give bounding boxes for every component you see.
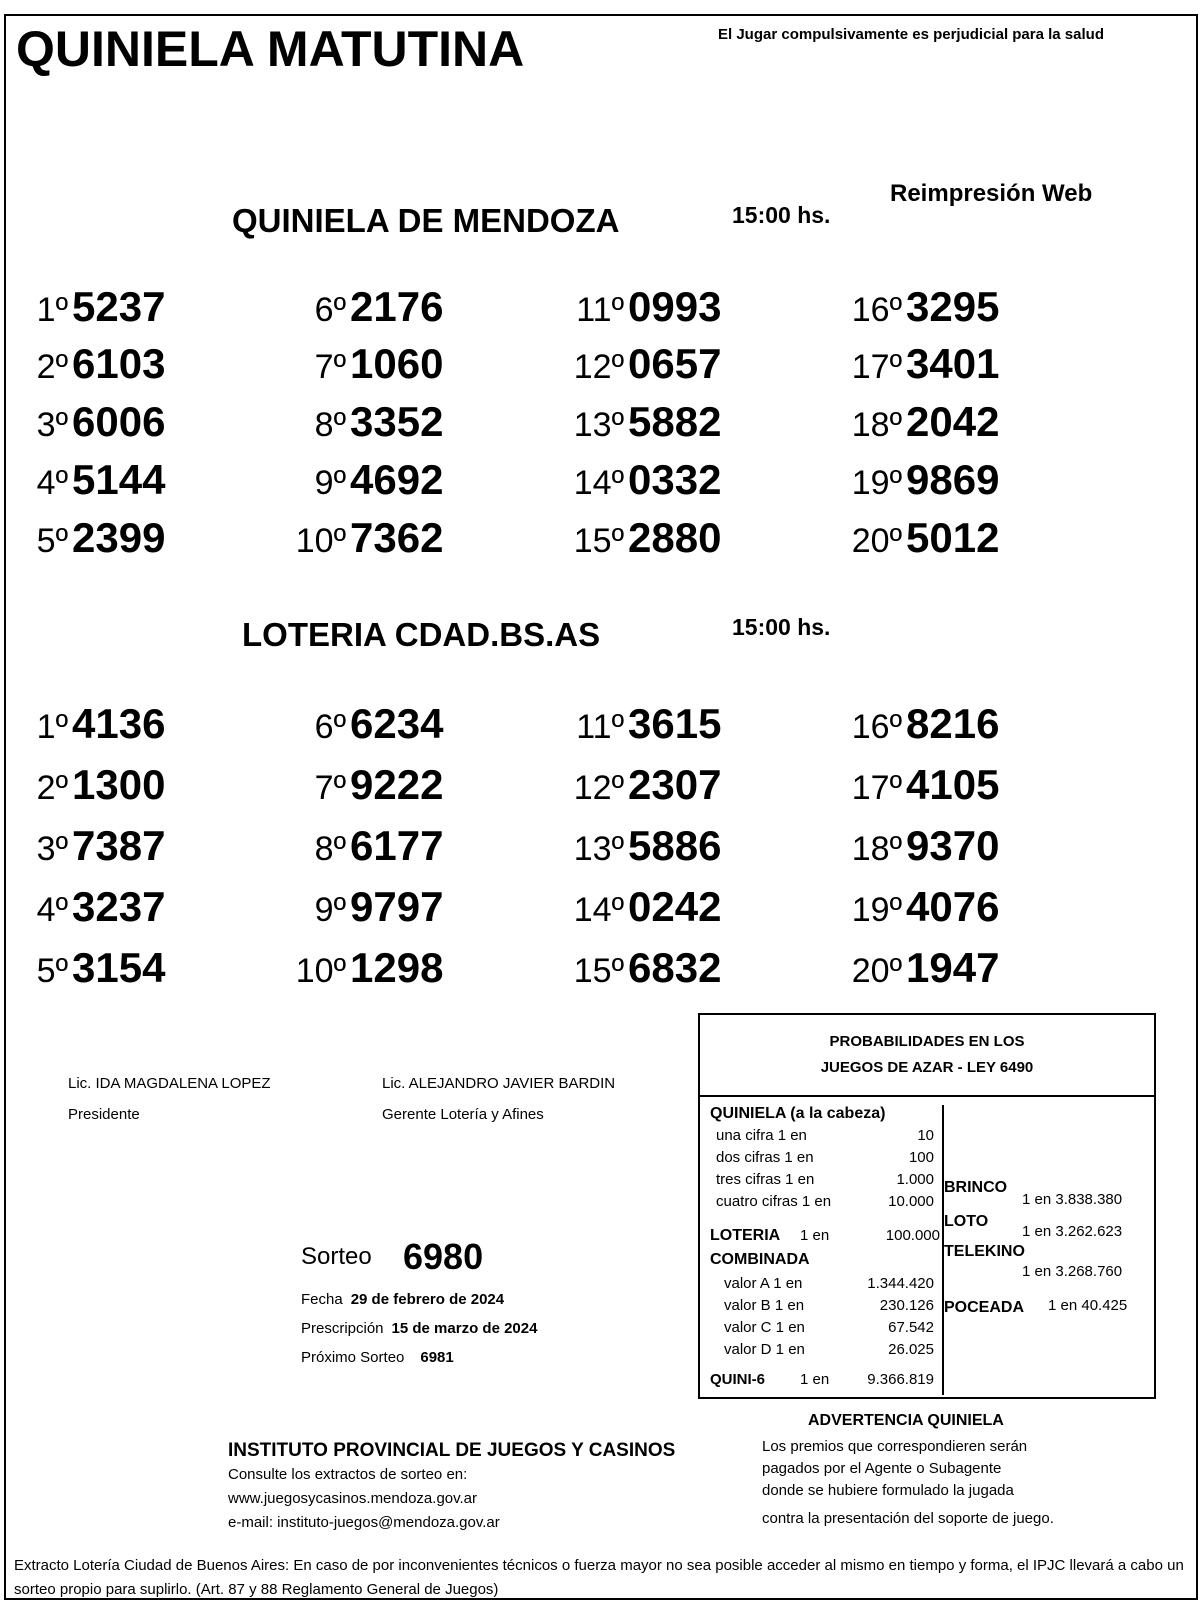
result-position: 4º	[36, 891, 68, 929]
result-number: 2042	[906, 398, 1000, 445]
result-number: 3237	[72, 883, 166, 930]
ciudad-result-4	[10, 883, 165, 931]
combinada-prob-row-label: valor D 1 en	[724, 1341, 805, 1358]
result-position: 9º	[314, 891, 346, 929]
result-position: 3º	[36, 406, 68, 444]
result-position: 2º	[36, 348, 68, 386]
mendoza-result-18	[844, 398, 999, 446]
combinada-prob-row-value: 26.025	[888, 1341, 934, 1358]
result-position: 20º	[851, 952, 902, 990]
ciudad-result-8	[288, 822, 443, 870]
result-position: 19º	[851, 891, 902, 929]
ciudad-result-14	[566, 883, 721, 931]
result-number: 6103	[72, 340, 166, 387]
sorteo-number: 6980	[403, 1236, 484, 1277]
mendoza-result-13	[566, 398, 721, 446]
ciudad-title: LOTERIA CDAD.BS.AS	[242, 616, 601, 653]
advertencia-line4: contra la presentación del soporte de juego.	[762, 1510, 1054, 1527]
instituto-website[interactable]: www.juegosycasinos.mendoza.gov.ar	[228, 1490, 478, 1507]
prescripcion-row	[301, 1320, 537, 1337]
result-number: 5012	[906, 514, 1000, 561]
fecha-row	[301, 1291, 504, 1308]
ciudad-result-12	[566, 761, 721, 809]
ciudad-result-20	[844, 944, 999, 992]
prescripcion-label: Prescripción	[301, 1320, 384, 1337]
result-position: 10º	[295, 952, 346, 990]
result-position: 1º	[36, 291, 68, 329]
poceada-value: 1 en 40.425	[1048, 1297, 1128, 1314]
advertencia-title: ADVERTENCIA QUINIELA	[808, 1412, 1004, 1429]
prescripcion-value: 15 de marzo de 2024	[391, 1320, 538, 1337]
combinada-prob-row-value: 230.126	[879, 1297, 934, 1314]
quiniela-prob-row-label: una cifra 1 en	[716, 1127, 807, 1144]
result-number: 2176	[350, 283, 444, 330]
result-position: 14º	[573, 891, 624, 929]
quiniela-prob-row-value: 10.000	[888, 1193, 934, 1210]
result-position: 7º	[314, 769, 346, 807]
result-number: 0993	[628, 283, 722, 330]
probabilities-box	[698, 1013, 1156, 1399]
quini6-prob-label: QUINI-6	[710, 1371, 766, 1388]
result-position: 17º	[851, 348, 902, 386]
probabilities-header	[700, 1015, 1154, 1097]
brinco-label: BRINCO	[944, 1179, 1008, 1196]
mendoza-result-14	[566, 456, 721, 504]
reprint-label: Reimpresión Web	[890, 180, 1093, 207]
result-position: 8º	[314, 830, 346, 868]
result-position: 14º	[573, 464, 624, 502]
signature-left-role: Presidente	[68, 1106, 140, 1123]
probabilities-title-line1: PROBABILIDADES EN LOS	[829, 1033, 1025, 1050]
mendoza-result-7	[288, 340, 443, 388]
ciudad-result-19	[844, 883, 999, 931]
mendoza-result-8	[288, 398, 443, 446]
combinada-prob-row-value: 67.542	[888, 1319, 934, 1336]
result-number: 0332	[628, 456, 722, 503]
result-position: 7º	[314, 348, 346, 386]
probabilities-title-line2: JUEGOS DE AZAR - LEY 6490	[820, 1059, 1034, 1076]
result-number: 5144	[72, 456, 166, 503]
signature-left-name: Lic. IDA MAGDALENA LOPEZ	[68, 1075, 271, 1092]
result-position: 20º	[851, 522, 902, 560]
telekino-label: TELEKINO	[944, 1243, 1025, 1260]
mendoza-result-1	[10, 283, 165, 331]
telekino-value: 1 en 3.268.760	[1022, 1263, 1123, 1280]
combinada-prob-row-label: valor A 1 en	[724, 1275, 803, 1292]
ciudad-result-5	[10, 944, 165, 992]
loto-value: 1 en 3.262.623	[1022, 1223, 1123, 1240]
mendoza-result-9	[288, 456, 443, 504]
instituto-email[interactable]: e-mail: instituto-juegos@mendoza.gov.ar	[228, 1514, 500, 1531]
result-position: 9º	[314, 464, 346, 502]
result-number: 6234	[350, 700, 444, 747]
quini6-prob-text: 1 en	[800, 1371, 830, 1388]
mendoza-result-12	[566, 340, 721, 388]
advertencia-line2: pagados por el Agente o Subagente	[762, 1460, 1002, 1477]
result-number: 3295	[906, 283, 1000, 330]
quiniela-prob-row-label: tres cifras 1 en	[716, 1171, 815, 1188]
result-position: 16º	[851, 291, 902, 329]
advertencia-line1: Los premios que correspondieren serán	[762, 1438, 1028, 1455]
ciudad-time: 15:00 hs.	[732, 614, 831, 640]
quiniela-prob-row-value: 1.000	[896, 1171, 934, 1188]
mendoza-result-19	[844, 456, 999, 504]
result-position: 18º	[851, 406, 902, 444]
ciudad-result-1	[10, 700, 165, 748]
mendoza-time: 15:00 hs.	[732, 202, 831, 228]
result-number: 6006	[72, 398, 166, 445]
result-number: 1300	[72, 761, 166, 808]
fecha-value: 29 de febrero de 2024	[350, 1291, 505, 1308]
quini6-prob-value: 9.366.819	[867, 1371, 934, 1388]
result-number: 9869	[906, 456, 1000, 503]
result-number: 6832	[628, 944, 722, 991]
loteria-prob-label: LOTERIA	[710, 1227, 781, 1244]
result-number: 4692	[350, 456, 444, 503]
result-position: 8º	[314, 406, 346, 444]
result-position: 16º	[851, 708, 902, 746]
ciudad-result-15	[566, 944, 721, 992]
mendoza-result-20	[844, 514, 999, 562]
result-number: 5237	[72, 283, 166, 330]
quiniela-prob-label: QUINIELA (a la cabeza)	[710, 1105, 886, 1122]
result-number: 2880	[628, 514, 722, 561]
result-position: 11º	[576, 291, 624, 329]
result-number: 1298	[350, 944, 444, 991]
result-position: 11º	[576, 708, 624, 746]
result-position: 15º	[573, 952, 624, 990]
signature-right-role: Gerente Lotería y Afines	[382, 1106, 544, 1123]
proximo-label: Próximo Sorteo	[301, 1349, 405, 1366]
proximo-row	[301, 1349, 454, 1366]
result-number: 2307	[628, 761, 722, 808]
result-position: 5º	[36, 522, 68, 560]
ciudad-result-3	[10, 822, 165, 870]
result-position: 18º	[851, 830, 902, 868]
result-position: 13º	[573, 406, 624, 444]
combinada-prob-row-value: 1.344.420	[867, 1275, 934, 1292]
result-position: 1º	[36, 708, 68, 746]
result-position: 2º	[36, 769, 68, 807]
result-position: 4º	[36, 464, 68, 502]
result-position: 6º	[314, 291, 346, 329]
result-number: 6177	[350, 822, 444, 869]
result-number: 7362	[350, 514, 444, 561]
combinada-prob-row-label: valor B 1 en	[724, 1297, 805, 1314]
result-position: 12º	[573, 769, 624, 807]
ciudad-result-9	[288, 883, 443, 931]
health-warning: El Jugar compulsivamente es perjudicial para la salud	[718, 26, 1104, 43]
mendoza-result-2	[10, 340, 165, 388]
probabilities-left-panel	[708, 1105, 944, 1395]
instituto-line1: Consulte los extractos de sorteo en:	[228, 1466, 468, 1483]
ciudad-result-13	[566, 822, 721, 870]
instituto-title: INSTITUTO PROVINCIAL DE JUEGOS Y CASINOS	[228, 1440, 676, 1461]
footer-note: Extracto Lotería Ciudad de Buenos Aires: En caso de por inconvenientes técnicos o fuerza mayor no sea posible acceder al mismo en tiempo y forma, el IPJC llevará a cabo un sorteo propio para suplirlo. (Art. 87 y 88 Reglamento General de Juegos)	[14, 1557, 1184, 1598]
result-number: 3352	[350, 398, 444, 445]
mendoza-result-16	[844, 283, 999, 331]
result-number: 3401	[906, 340, 1000, 387]
ciudad-result-11	[566, 700, 721, 748]
result-position: 15º	[573, 522, 624, 560]
sorteo-label: Sorteo	[301, 1243, 372, 1270]
result-number: 8216	[906, 700, 1000, 747]
combinada-prob-row-label: valor C 1 en	[724, 1319, 805, 1336]
result-number: 1947	[906, 944, 1000, 991]
mendoza-result-11	[566, 283, 721, 331]
result-position: 13º	[573, 830, 624, 868]
signature-right-name: Lic. ALEJANDRO JAVIER BARDIN	[382, 1075, 616, 1092]
poceada-label: POCEADA	[944, 1299, 1025, 1316]
result-number: 0657	[628, 340, 722, 387]
result-number: 2399	[72, 514, 166, 561]
result-number: 3154	[72, 944, 166, 991]
advertencia-line3: donde se hubiere formulado la jugada	[762, 1482, 1014, 1499]
result-position: 19º	[851, 464, 902, 502]
loto-label: LOTO	[944, 1213, 989, 1230]
result-number: 4136	[72, 700, 166, 747]
result-number: 9797	[350, 883, 444, 930]
mendoza-result-6	[288, 283, 443, 331]
brinco-value: 1 en 3.838.380	[1022, 1191, 1123, 1208]
quiniela-prob-row-label: cuatro cifras 1 en	[716, 1193, 832, 1210]
result-number: 5882	[628, 398, 722, 445]
result-number: 4076	[906, 883, 1000, 930]
result-number: 7387	[72, 822, 166, 869]
ciudad-result-6	[288, 700, 443, 748]
result-number: 9222	[350, 761, 444, 808]
quiniela-prob-row-value: 10	[917, 1127, 934, 1144]
ciudad-result-2	[10, 761, 165, 809]
quiniela-prob-row-value: 100	[908, 1149, 934, 1166]
proximo-value: 6981	[420, 1349, 454, 1366]
result-number: 5886	[628, 822, 722, 869]
ciudad-result-7	[288, 761, 443, 809]
mendoza-result-3	[10, 398, 165, 446]
loteria-prob-text: 1 en	[800, 1227, 830, 1244]
loteria-prob-value: 100.000	[885, 1227, 940, 1244]
mendoza-title: QUINIELA DE MENDOZA	[232, 202, 620, 239]
ciudad-result-16	[844, 700, 999, 748]
result-position: 6º	[314, 708, 346, 746]
result-number: 1060	[350, 340, 444, 387]
combinada-prob-label: COMBINADA	[710, 1251, 810, 1268]
result-number: 9370	[906, 822, 1000, 869]
result-number: 0242	[628, 883, 722, 930]
mendoza-result-10	[288, 514, 443, 562]
result-number: 4105	[906, 761, 1000, 808]
mendoza-result-5	[10, 514, 165, 562]
ciudad-result-10	[288, 944, 443, 992]
mendoza-result-4	[10, 456, 165, 504]
result-position: 17º	[851, 769, 902, 807]
result-position: 10º	[295, 522, 346, 560]
ciudad-result-17	[844, 761, 999, 809]
result-position: 5º	[36, 952, 68, 990]
result-number: 3615	[628, 700, 722, 747]
result-position: 3º	[36, 830, 68, 868]
quiniela-prob-row-label: dos cifras 1 en	[716, 1149, 814, 1166]
ciudad-result-18	[844, 822, 999, 870]
mendoza-result-17	[844, 340, 999, 388]
page-title: QUINIELA MATUTINA	[16, 21, 525, 77]
fecha-label: Fecha	[301, 1291, 343, 1308]
mendoza-result-15	[566, 514, 721, 562]
result-position: 12º	[573, 348, 624, 386]
